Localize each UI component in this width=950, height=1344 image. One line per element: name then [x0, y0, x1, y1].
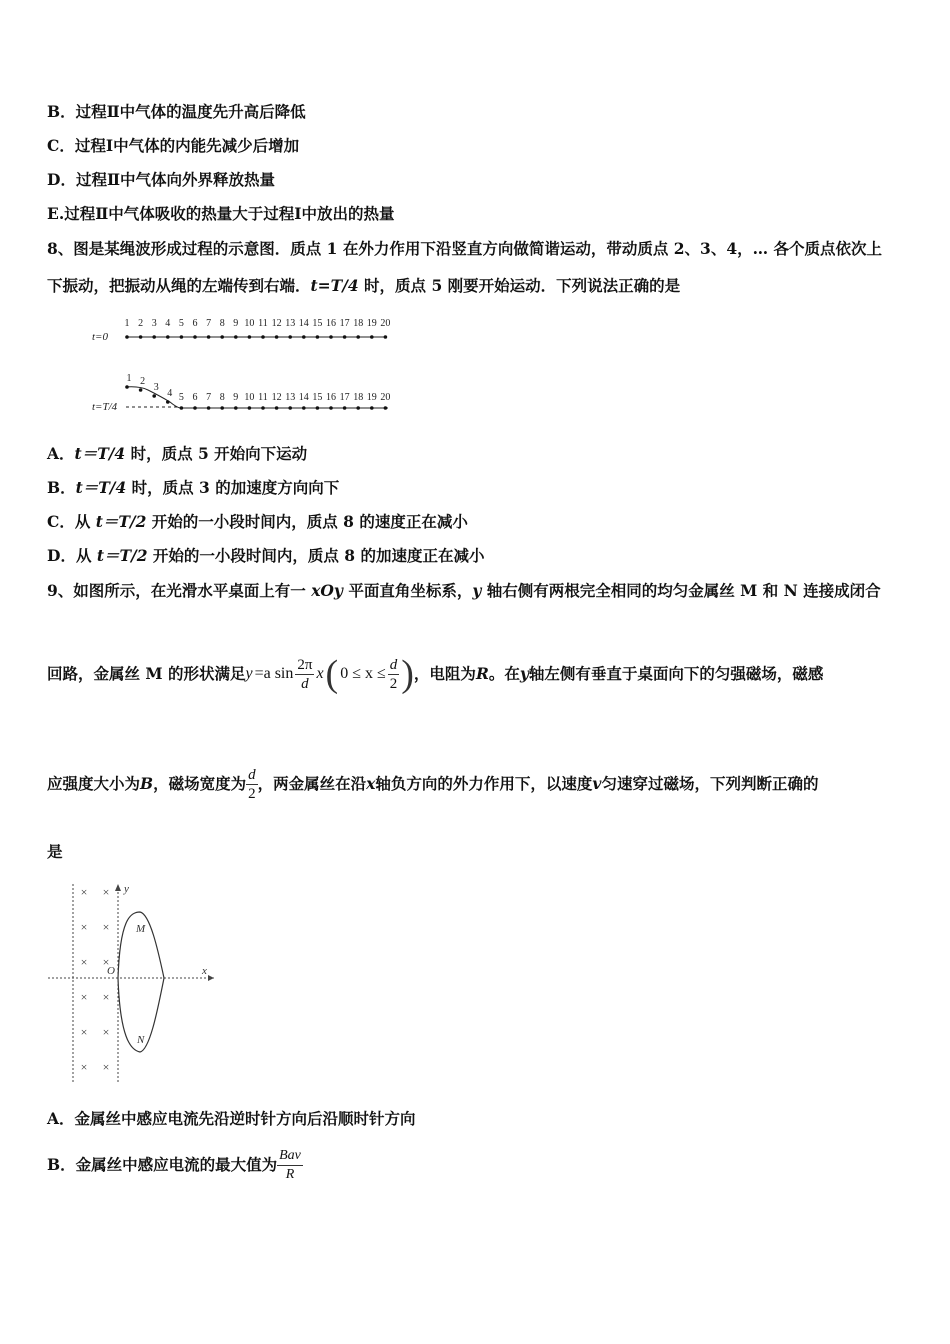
- q9-line2-post-a: ，电阻为: [413, 664, 476, 683]
- row1-time-label: t=0: [92, 331, 108, 343]
- row2-point-11: [261, 406, 265, 410]
- q9-xoy: xOy: [311, 581, 343, 600]
- row1-point-labels: [125, 318, 391, 329]
- row1-point-14: [302, 335, 306, 339]
- row2-label-6: 6: [192, 392, 198, 403]
- formula-range: 0 ≤ x ≤: [340, 665, 386, 682]
- q9-stem-line4: 是: [47, 842, 63, 861]
- q7-option-c: C．过程Ⅰ中气体的内能先减少后增加: [47, 136, 300, 155]
- q7-option-e: E.过程Ⅱ中气体吸收的热量大于过程Ⅰ中放出的热量: [47, 204, 395, 223]
- row2-point-18: [356, 406, 360, 410]
- wire-m: [118, 912, 164, 978]
- row1-point-18: [356, 335, 360, 339]
- row1-label-4: 4: [165, 318, 171, 329]
- row1-label-5: 5: [178, 318, 184, 329]
- max-current-num: Bav: [277, 1147, 303, 1166]
- q8-option-c-time: t＝T/2: [95, 512, 147, 531]
- row1-point-3: [152, 335, 156, 339]
- q8-option-c-label: C．从: [47, 512, 96, 531]
- row1-label-12: 12: [271, 318, 282, 329]
- field-cross-3-0: ×: [80, 990, 88, 1004]
- q9-line3-x: x: [366, 774, 376, 793]
- row1-point-4: [166, 335, 170, 339]
- row1-label-1: 1: [124, 318, 130, 329]
- row1-label-13: 13: [285, 318, 296, 329]
- row1-point-12: [275, 335, 279, 339]
- row1-point-17: [343, 335, 347, 339]
- row2-point-15: [316, 406, 320, 410]
- q8-option-d-label: D．从: [47, 546, 97, 565]
- q8-option-b-label: B．: [47, 478, 76, 497]
- q9-option-b: [47, 1143, 303, 1187]
- field-width-num: d: [248, 766, 256, 783]
- q7-option-b: B．过程Ⅱ中气体的温度先升高后降低: [47, 102, 306, 121]
- field-width-den: 2: [248, 785, 256, 802]
- field-cross-1-0: ×: [80, 920, 88, 934]
- row2-label-4: 4: [167, 388, 173, 399]
- q8-option-d: [47, 545, 484, 567]
- field-cross-2-0: ×: [80, 955, 88, 969]
- row1-label-6: 6: [192, 318, 198, 329]
- row1-point-7: [207, 335, 211, 339]
- q9-stem-line2: [47, 646, 823, 702]
- row2-point-6: [193, 406, 197, 410]
- row1-point-11: [261, 335, 265, 339]
- q8-option-a-text: 时，质点 5 开始向下运动: [125, 444, 308, 463]
- q9-line2-y: y: [519, 664, 529, 683]
- row2-point-8: [220, 406, 224, 410]
- row2-point-labels: [127, 373, 391, 403]
- row1-label-15: 15: [312, 318, 323, 329]
- row2-label-5: 5: [178, 392, 184, 403]
- row2-label-19: 19: [366, 392, 377, 403]
- row2-point-17: [343, 406, 347, 410]
- row2-point-13: [288, 406, 292, 410]
- row1-point-19: [370, 335, 374, 339]
- q9-velocity: v: [592, 774, 602, 793]
- row1-label-11: 11: [258, 318, 268, 329]
- q8-option-a-label: A．: [47, 444, 75, 463]
- row1-point-13: [288, 335, 292, 339]
- q9-option-a: A．金属丝中感应电流先沿逆时针方向后沿顺时针方向: [47, 1109, 416, 1128]
- row2-point-5: [180, 406, 184, 410]
- q9-line2-pre: 回路，金属丝 M 的形状满足: [47, 664, 246, 683]
- max-current-den: R: [285, 1166, 295, 1182]
- q7-option-d: D．过程Ⅱ中气体向外界释放热量: [47, 170, 276, 189]
- field-cross-1-1: ×: [102, 920, 110, 934]
- wire-m-label: M: [136, 923, 146, 935]
- row2-point-10: [248, 406, 252, 410]
- row2-label-7: 7: [206, 392, 212, 403]
- row1-point-15: [316, 335, 320, 339]
- row1-label-10: 10: [244, 318, 255, 329]
- q8-stem-time: t=T/4: [310, 276, 359, 295]
- row2-point-7: [207, 406, 211, 410]
- row2-point-19: [370, 406, 374, 410]
- row1-point-20: [384, 335, 388, 339]
- max-current-fraction: [277, 1147, 303, 1184]
- origin-label: O: [107, 965, 115, 977]
- q9-line3-post-b: 轴负方向的外力作用下，以速度: [375, 774, 593, 793]
- magnetic-field-figure: [44, 880, 224, 1085]
- magnetic-field-crosses: [81, 885, 110, 1074]
- q8-option-b-text: 时，质点 3 的加速度方向向下: [126, 478, 340, 497]
- row1-point-8: [220, 335, 224, 339]
- formula-range-den: 2: [389, 675, 398, 692]
- row1-label-17: 17: [339, 318, 350, 329]
- row1-point-6: [193, 335, 197, 339]
- q8-stem-line1: 8、图是某绳波形成过程的示意图．质点 1 在外力作用下沿竖直方向做简谐运动，带动质点 2、3、4，… 各个质点依次上: [47, 239, 883, 258]
- q9-text-a: 9、如图所示，在光滑水平桌面上有一: [47, 581, 312, 600]
- q9-line3-post-c: 匀速穿过磁场，下列判断正确的: [601, 774, 819, 793]
- row2-point-3: [152, 394, 156, 398]
- row1-label-8: 8: [219, 318, 225, 329]
- q8-stem-text-a: 下振动，把振动从绳的左端传到右端．: [47, 276, 311, 295]
- field-cross-4-1: ×: [102, 1025, 110, 1039]
- field-cross-0-1: ×: [102, 885, 110, 899]
- q9-line3-mid: ，磁场宽度为: [153, 774, 247, 793]
- row1-label-2: 2: [138, 318, 144, 329]
- q9-field-b: B: [140, 774, 154, 793]
- row2-point-12: [275, 406, 279, 410]
- formula-range-fraction: [388, 656, 400, 693]
- q9-line3-pre: 应强度大小为: [47, 774, 141, 793]
- row1-label-16: 16: [326, 318, 336, 329]
- y-axis-label: y: [124, 883, 129, 895]
- row2-label-9: 9: [233, 392, 239, 403]
- row2-label-14: 14: [298, 392, 309, 403]
- row1-label-19: 19: [366, 318, 377, 329]
- q9-stem-line1: [47, 580, 881, 602]
- formula-frac-num: 2π: [297, 656, 313, 673]
- wire-n-label: N: [137, 1034, 145, 1046]
- q9-resistance: R: [475, 664, 489, 683]
- q9-text-c: 轴右侧有两根完全相同的均匀金属丝 M 和 N 连接成闭合: [481, 581, 881, 600]
- field-cross-5-1: ×: [102, 1060, 110, 1074]
- row2-point-1: [125, 385, 129, 389]
- x-axis-label: x: [202, 965, 207, 977]
- formula-eq: =a sin: [254, 665, 294, 682]
- row2-point-20: [384, 406, 388, 410]
- row2-label-11: 11: [258, 392, 268, 403]
- row2-label-18: 18: [353, 392, 364, 403]
- row1-point-16: [329, 335, 333, 339]
- row1-label-20: 20: [380, 318, 391, 329]
- row1-point-9: [234, 335, 238, 339]
- row1-label-3: 3: [151, 318, 157, 329]
- q8-stem-line2: [47, 275, 680, 297]
- row2-time-label: t=T/4: [92, 401, 118, 413]
- rope-wave-figure: [90, 312, 400, 417]
- y-axis-arrow: [115, 884, 121, 891]
- row2-point-2: [139, 388, 143, 392]
- row2-point-14: [302, 406, 306, 410]
- field-cross-2-1: ×: [102, 955, 110, 969]
- row1-point-1: [125, 335, 129, 339]
- q8-option-b: [47, 477, 339, 499]
- row1-label-7: 7: [206, 318, 212, 329]
- row2-point-4: [166, 400, 170, 404]
- row2-label-17: 17: [339, 392, 350, 403]
- field-cross-0-0: ×: [80, 885, 88, 899]
- q8-option-d-time: t＝T/2: [96, 546, 148, 565]
- q9-line3-post-a: ，两金属丝在沿: [257, 774, 367, 793]
- q8-option-c-text: 开始的一小段时间内，质点 8 的速度正在减小: [146, 512, 468, 531]
- shape-formula: [245, 646, 413, 702]
- formula-frac-den: d: [301, 675, 309, 692]
- formula-fraction: [295, 656, 314, 693]
- formula-range-num: d: [389, 656, 398, 673]
- row1-point-10: [248, 335, 252, 339]
- row2-label-13: 13: [285, 392, 296, 403]
- q8-option-d-text: 开始的一小段时间内，质点 8 的加速度正在减小: [147, 546, 485, 565]
- row2-label-15: 15: [312, 392, 323, 403]
- row1-label-9: 9: [233, 318, 239, 329]
- row1-point-5: [180, 335, 184, 339]
- row1-point-2: [139, 335, 143, 339]
- row2-label-3: 3: [153, 382, 159, 393]
- field-cross-5-0: ×: [80, 1060, 88, 1074]
- formula-y: y: [245, 665, 253, 682]
- row2-label-2: 2: [140, 376, 146, 387]
- q8-option-b-time: t＝T/4: [75, 478, 127, 497]
- row1-label-18: 18: [353, 318, 364, 329]
- field-width-fraction: [246, 766, 258, 803]
- row2-label-10: 10: [244, 392, 255, 403]
- q9-stem-line3: [47, 756, 818, 812]
- q9-line2-post-b: 。在: [488, 664, 520, 683]
- formula-paren-left: (: [325, 653, 339, 695]
- row2-label-16: 16: [326, 392, 336, 403]
- row2-label-12: 12: [271, 392, 282, 403]
- formula-paren-right: ): [401, 653, 414, 695]
- formula-x: x: [316, 665, 324, 682]
- row2-point-9: [234, 406, 238, 410]
- row2-point-16: [329, 406, 333, 410]
- row1-label-14: 14: [298, 318, 309, 329]
- field-cross-3-1: ×: [102, 990, 110, 1004]
- field-cross-4-0: ×: [80, 1025, 88, 1039]
- q9-text-b: 平面直角坐标系，: [342, 581, 473, 600]
- q8-option-a-time: t＝T/4: [74, 444, 126, 463]
- q9-line2-post-c: 轴左侧有垂直于桌面向下的匀强磁场，磁感: [528, 664, 824, 683]
- q8-option-a: [47, 443, 307, 465]
- q9-option-b-text: B．金属丝中感应电流的最大值为: [47, 1155, 278, 1174]
- row2-label-20: 20: [380, 392, 391, 403]
- x-axis-arrow: [208, 975, 214, 981]
- row2-label-1: 1: [126, 373, 132, 384]
- row2-label-8: 8: [219, 392, 225, 403]
- q9-y-axis: y: [472, 581, 482, 600]
- q8-stem-text-b: 时，质点 5 刚要开始运动．下列说法正确的是: [358, 276, 681, 295]
- q8-option-c: [47, 511, 468, 533]
